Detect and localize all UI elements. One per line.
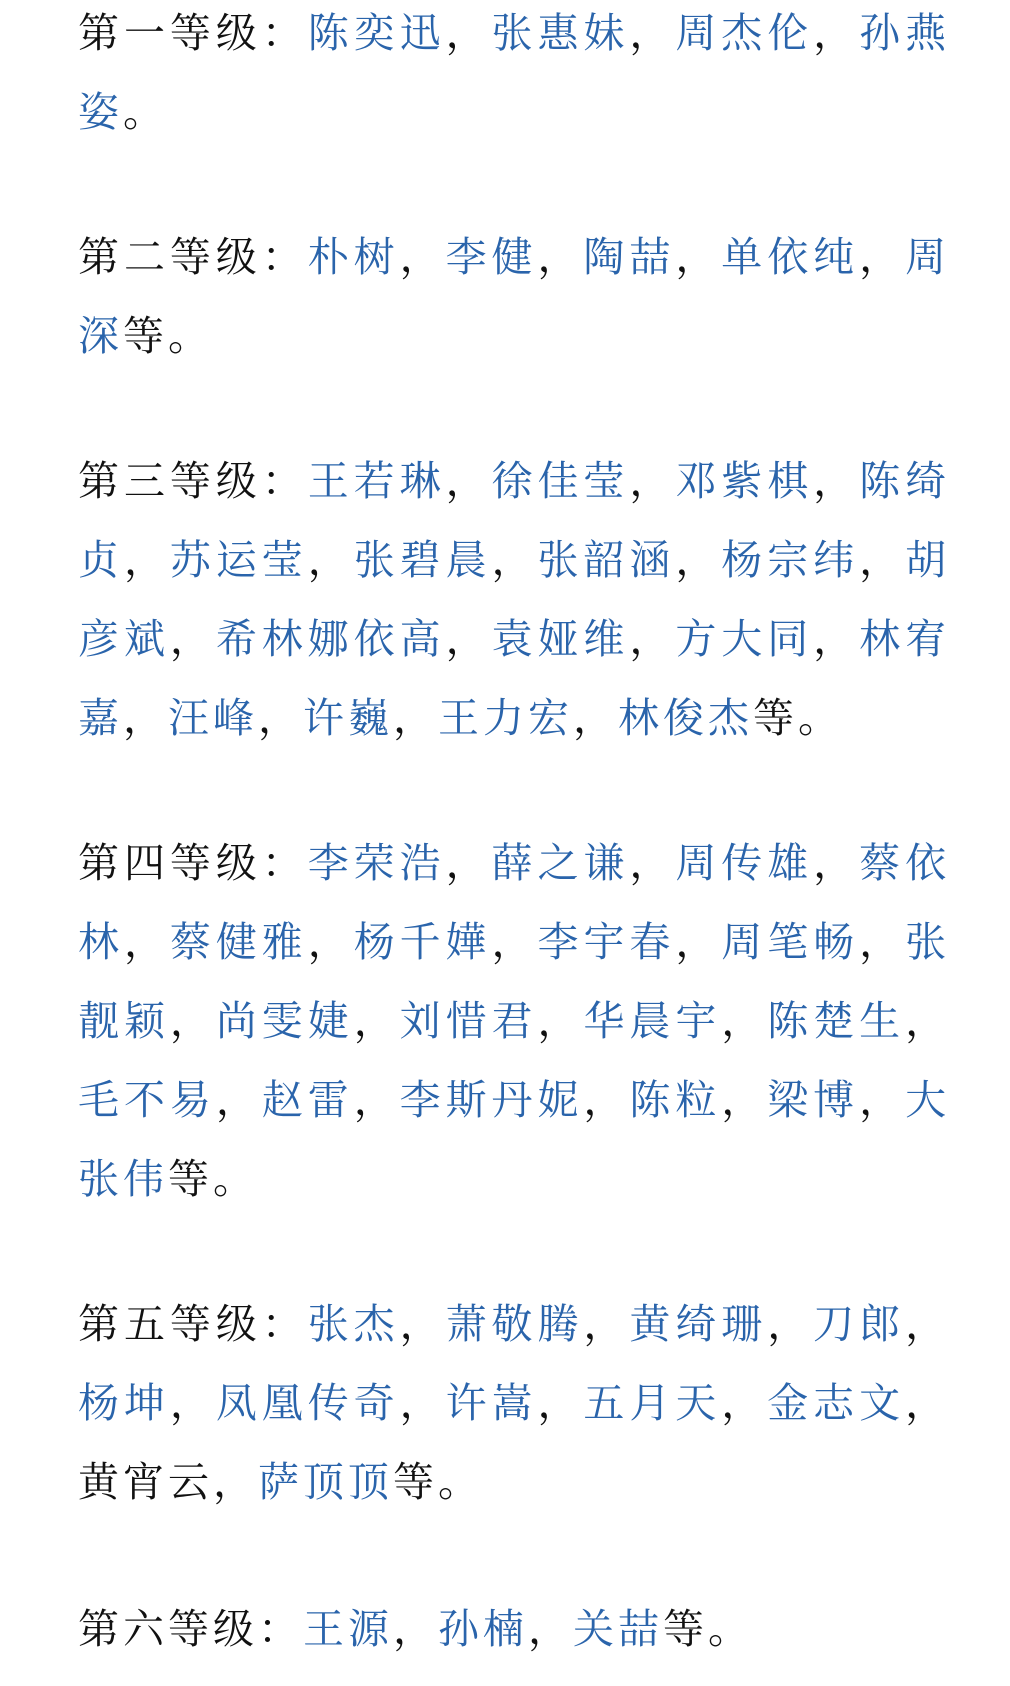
tier-suffix: 等。 xyxy=(663,1605,753,1653)
singer-link[interactable]: 关喆 xyxy=(573,1605,663,1653)
singer-link[interactable]: 陈楚生 xyxy=(767,997,906,1045)
separator: ， xyxy=(813,9,860,57)
separator: ， xyxy=(399,1300,446,1348)
separator: ， xyxy=(528,1605,573,1653)
paragraph-gap xyxy=(78,152,950,218)
singer-link[interactable]: 刀郎 xyxy=(813,1300,906,1348)
singer-link[interactable]: 单依纯 xyxy=(721,233,860,281)
singer-link[interactable]: 薛之谦 xyxy=(491,839,630,887)
singer-link[interactable]: 方大同 xyxy=(675,615,814,663)
separator: ， xyxy=(813,457,860,505)
singer-link[interactable]: 萨顶顶 xyxy=(258,1458,393,1506)
tier-label: 第四等级： xyxy=(78,839,308,887)
singer-link[interactable]: 王源 xyxy=(303,1605,393,1653)
separator: ， xyxy=(675,536,722,584)
singer-link[interactable]: 胡彦斌 xyxy=(78,536,951,663)
singer-link[interactable]: 李健 xyxy=(445,233,538,281)
separator: ， xyxy=(629,9,676,57)
paragraph-gap xyxy=(78,376,950,442)
tier-label: 第二等级： xyxy=(78,233,308,281)
singer-link[interactable]: 希林娜依高 xyxy=(215,615,446,663)
tier-label: 第一等级： xyxy=(78,9,308,57)
separator: ， xyxy=(859,233,906,281)
separator: ， xyxy=(537,1379,584,1427)
singer-link[interactable]: 尚雯婕 xyxy=(215,997,354,1045)
singer-link[interactable]: 李斯丹妮 xyxy=(399,1076,584,1124)
singer-link[interactable]: 黄绮珊 xyxy=(629,1300,768,1348)
singer-link[interactable]: 张韶涵 xyxy=(537,536,676,584)
singer-link[interactable]: 孙楠 xyxy=(438,1605,528,1653)
tier-paragraph-2 xyxy=(78,218,950,376)
singer-name-plain: 黄宵云 xyxy=(78,1458,213,1506)
separator: ， xyxy=(393,1605,438,1653)
singer-link[interactable]: 王若琳 xyxy=(307,457,446,505)
separator: ， xyxy=(258,694,303,742)
separator: ， xyxy=(491,536,538,584)
paragraph-gap xyxy=(78,758,950,824)
singer-link[interactable]: 张杰 xyxy=(307,1300,400,1348)
singer-link[interactable]: 张碧晨 xyxy=(353,536,492,584)
singer-link[interactable]: 苏运莹 xyxy=(169,536,308,584)
singer-link[interactable]: 张惠妹 xyxy=(491,9,630,57)
singer-link[interactable]: 林宥嘉 xyxy=(78,615,951,742)
tier-paragraph-4 xyxy=(78,824,950,1219)
separator: ， xyxy=(813,615,860,663)
singer-link[interactable]: 刘惜君 xyxy=(399,997,538,1045)
separator: ， xyxy=(169,997,216,1045)
tier-suffix: 。 xyxy=(123,88,168,136)
separator: ， xyxy=(399,233,446,281)
tier-label: 第六等级： xyxy=(78,1605,303,1653)
singer-link[interactable]: 赵雷 xyxy=(261,1076,354,1124)
tier-paragraph-6 xyxy=(78,1590,950,1669)
separator: ， xyxy=(629,615,676,663)
singer-link[interactable]: 凤凰传奇 xyxy=(215,1379,400,1427)
singer-link[interactable]: 金志文 xyxy=(767,1379,906,1427)
separator: ， xyxy=(629,457,676,505)
separator: ， xyxy=(123,918,170,966)
singer-link[interactable]: 陈奕迅 xyxy=(307,9,446,57)
separator: ， xyxy=(445,615,492,663)
separator: ， xyxy=(675,233,722,281)
singer-link[interactable]: 杨宗纬 xyxy=(721,536,860,584)
singer-link[interactable]: 朴树 xyxy=(307,233,400,281)
singer-link[interactable]: 周深 xyxy=(78,233,951,360)
separator: ， xyxy=(399,1379,446,1427)
singer-link[interactable]: 毛不易 xyxy=(78,1076,216,1124)
separator: ， xyxy=(905,997,951,1045)
singer-link[interactable]: 袁娅维 xyxy=(491,615,630,663)
singer-link[interactable]: 徐佳莹 xyxy=(491,457,630,505)
separator: ， xyxy=(491,918,538,966)
tier-paragraph-1 xyxy=(78,0,950,152)
separator: ， xyxy=(583,1076,630,1124)
tier-label: 第五等级： xyxy=(78,1300,308,1348)
separator: ， xyxy=(859,918,906,966)
separator: ， xyxy=(215,1076,262,1124)
separator: ， xyxy=(813,839,860,887)
singer-link[interactable]: 周笔畅 xyxy=(721,918,860,966)
tier-paragraph-3 xyxy=(78,442,950,758)
separator: ， xyxy=(537,997,584,1045)
separator: ， xyxy=(537,233,584,281)
singer-link[interactable]: 蔡健雅 xyxy=(169,918,308,966)
separator: ， xyxy=(445,9,492,57)
separator: ， xyxy=(859,536,906,584)
separator: ， xyxy=(169,1379,216,1427)
separator: ， xyxy=(307,918,354,966)
separator: ， xyxy=(353,997,400,1045)
singer-link[interactable]: 邓紫棋 xyxy=(675,457,814,505)
singer-link[interactable]: 孙燕姿 xyxy=(78,9,951,136)
separator: ， xyxy=(445,839,492,887)
singer-link[interactable]: 陈绮贞 xyxy=(78,457,951,584)
singer-link[interactable]: 许嵩 xyxy=(445,1379,538,1427)
singer-link[interactable]: 陶喆 xyxy=(583,233,676,281)
singer-link[interactable]: 周杰伦 xyxy=(675,9,814,57)
singer-link[interactable]: 张靓颖 xyxy=(78,918,951,1045)
singer-link[interactable]: 许巍 xyxy=(303,694,393,742)
singer-link[interactable]: 汪峰 xyxy=(168,694,258,742)
singer-link[interactable]: 李荣浩 xyxy=(307,839,446,887)
tier-suffix: 等。 xyxy=(168,1155,258,1203)
tier-suffix: 等。 xyxy=(753,694,843,742)
singer-link[interactable]: 萧敬腾 xyxy=(445,1300,584,1348)
separator: ， xyxy=(675,918,722,966)
singer-link[interactable]: 杨千嬅 xyxy=(353,918,492,966)
singer-link[interactable]: 林俊杰 xyxy=(618,694,753,742)
separator: ， xyxy=(445,457,492,505)
singer-link[interactable]: 王力宏 xyxy=(438,694,573,742)
singer-link[interactable]: 蔡依林 xyxy=(78,839,951,966)
separator: ， xyxy=(767,1300,814,1348)
separator: ， xyxy=(583,1300,630,1348)
separator: ， xyxy=(213,1458,258,1506)
singer-link[interactable]: 华晨宇 xyxy=(583,997,722,1045)
separator: ， xyxy=(353,1076,400,1124)
singer-link[interactable]: 大张伟 xyxy=(78,1076,951,1203)
singer-link[interactable]: 梁博 xyxy=(767,1076,860,1124)
tier-suffix: 等。 xyxy=(393,1458,483,1506)
separator: ， xyxy=(307,536,354,584)
singer-link[interactable]: 陈粒 xyxy=(629,1076,722,1124)
separator: ， xyxy=(393,694,438,742)
singer-link[interactable]: 五月天 xyxy=(583,1379,722,1427)
separator: ， xyxy=(859,1076,906,1124)
separator: ， xyxy=(123,694,168,742)
tier-paragraph-5 xyxy=(78,1285,950,1522)
paragraph-gap xyxy=(78,1522,950,1590)
separator: ， xyxy=(721,1076,768,1124)
separator: ， xyxy=(721,997,768,1045)
separator: ， xyxy=(169,615,216,663)
separator: ， xyxy=(905,1300,951,1348)
separator: ， xyxy=(721,1379,768,1427)
separator: ， xyxy=(573,694,618,742)
separator: ， xyxy=(629,839,676,887)
paragraph-gap xyxy=(78,1219,950,1285)
singer-link[interactable]: 李宇春 xyxy=(537,918,676,966)
separator: ， xyxy=(905,1379,951,1427)
singer-link[interactable]: 周传雄 xyxy=(675,839,814,887)
singer-link[interactable]: 杨坤 xyxy=(78,1379,170,1427)
tier-suffix: 等。 xyxy=(123,312,213,360)
tier-label: 第三等级： xyxy=(78,457,308,505)
separator: ， xyxy=(123,536,170,584)
